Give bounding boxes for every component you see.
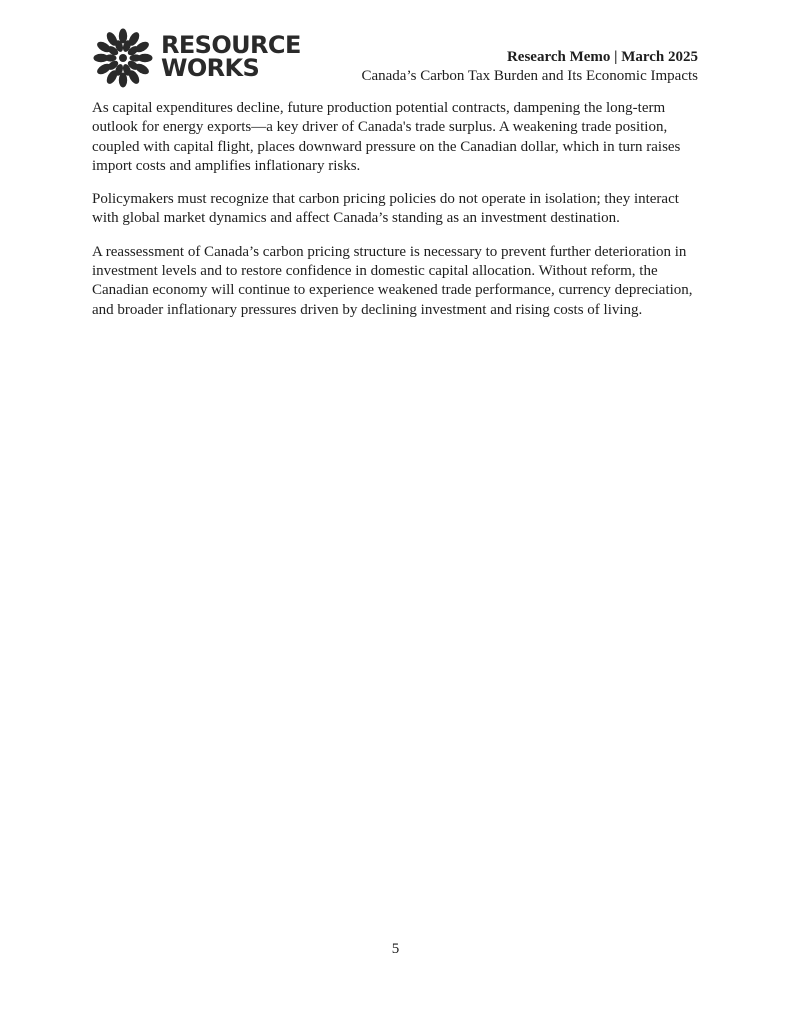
- document-subtitle: Canada’s Carbon Tax Burden and Its Economic Impacts: [361, 68, 698, 84]
- resource-works-logo: [92, 27, 301, 89]
- logo-petal: [130, 54, 142, 61]
- body-paragraph: Policymakers must recognize that carbon pricing policies do not operate in isolation; they interact with global market dynamics and affect Canada’s standing as an investment destination.: [92, 191, 679, 227]
- body-paragraph: As capital expenditures decline, future production potential contracts, dampening the long-term outlook for energy exports—a key driver of Canada's trade surplus. A weakening trade position, coupled with capital flight, places downward pressure on the Canadian dollar, which in turn raises import costs and amplifies inflationary risks.: [92, 100, 681, 174]
- logo-petal: [105, 54, 117, 61]
- memo-body: [92, 99, 702, 334]
- logo-line-2: WORKS: [161, 54, 260, 82]
- logo-line-1: RESOURCE: [161, 31, 301, 59]
- document-header: [361, 48, 698, 86]
- page-number: 5: [391, 941, 400, 957]
- logo-wordmark: [161, 31, 301, 82]
- flower-logo-icon: [92, 27, 154, 89]
- logo-center: [119, 54, 127, 62]
- memo-date-line: Research Memo | March 2025: [506, 49, 698, 65]
- body-paragraph: A reassessment of Canada’s carbon pricing structure is necessary to prevent further deterioration in investment levels and to restore confidence in domestic capital allocation. Without reform, the Canadian economy will continue to experience weakened trade performance, currency depreciation, and broader inflationary pressures driven by declining investment and rising costs of living.: [92, 243, 693, 318]
